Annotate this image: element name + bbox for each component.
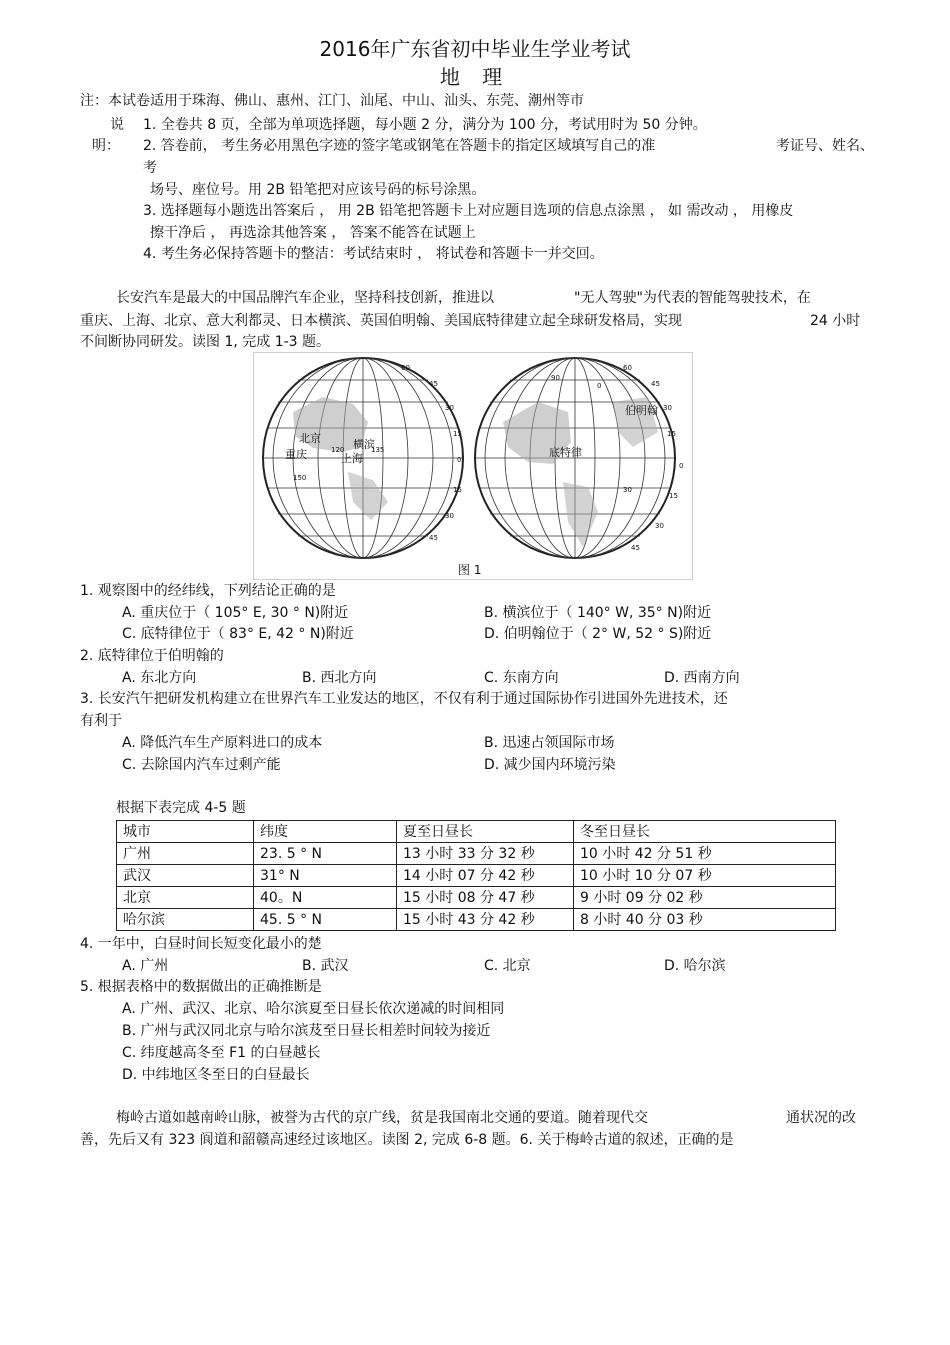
notes-item-1: 1. 全卷共 8 页，全部为单项选择题，每小题 2 分，满分为 100 分，考试用时为 50 分钟。 (143, 117, 707, 133)
q3-option-c: C. 去除国内汽车过剩产能 (122, 757, 281, 773)
left-globe (263, 358, 463, 558)
notes-item-4: 4. 考生务必保持答题卡的整洁：考试结束时 ， 将试卷和答题卡一并交回。 (143, 246, 604, 262)
table-cell: 15 小时 43 分 42 秒 (397, 909, 574, 931)
table-cell: 北京 (117, 887, 254, 909)
passage1-line1a: 长安汽车是最大的中国品牌汽车企业，坚持科技创新，推进以 (116, 290, 494, 306)
lat-label: 45 (631, 544, 640, 552)
q4-option-d: D. 哈尔滨 (664, 958, 726, 974)
lat-label: 15 (453, 486, 462, 494)
q2-option-d: D. 西南方向 (664, 670, 740, 686)
q4-stem: 4. 一年中，白昼时间长短变化最小的楚 (80, 936, 322, 952)
city-label: 上海 (341, 452, 363, 465)
table-header-cell: 冬至日昼长 (574, 821, 836, 843)
city-label: 横滨 (353, 438, 375, 451)
q3-option-d: D. 减少国内环境污染 (484, 757, 616, 773)
notes-item-2d: 场号、座位号。用 2B 铅笔把对应该号码的标号涂黑。 (150, 182, 486, 198)
table-header-row (117, 821, 836, 843)
table-cell: 哈尔滨 (117, 909, 254, 931)
q4-option-c: C. 北京 (484, 958, 531, 974)
q2-option-c: C. 东南方向 (484, 670, 559, 686)
table-cell: 40。N (254, 887, 397, 909)
lat-label: 30 (655, 522, 664, 530)
table-cell: 13 小时 33 分 32 秒 (397, 843, 574, 865)
notes-item-3b: 擦干净后 ， 再选涂其他答案 ， 答案不能答在试题上 (150, 225, 476, 241)
notes-item-2b: 考证号、姓名、 (776, 138, 874, 154)
q3-option-a: A. 降低汽车生产原料进口的成本 (122, 735, 323, 751)
table-cell: 10 小时 10 分 07 秒 (574, 865, 836, 887)
lat-label: 60 (401, 364, 410, 372)
lat-label: 15 (669, 492, 678, 500)
city-label: 北京 (299, 432, 321, 445)
notes-scope: 注：本试卷适用于珠海、佛山、惠州、江门、汕尾、中山、汕头、东莞、潮州等市 (80, 93, 584, 109)
lat-label: 45 (429, 534, 438, 542)
passage2-line1b: 通状况的改 (786, 1110, 856, 1126)
table-cell: 14 小时 07 分 42 秒 (397, 865, 574, 887)
table-cell: 15 小时 08 分 47 秒 (397, 887, 574, 909)
q1-option-d: D. 伯明翰位于（ 2° W, 52 ° S)附近 (484, 626, 712, 642)
notes-item-3a: 3. 选择题每小题选出答案后 ， 用 2B 铅笔把答题卡上对应题目选项的信息点涂黑 ， 如 需改动 ， 用橡皮 (143, 203, 794, 219)
table-header-cell: 夏至日昼长 (397, 821, 574, 843)
lat-label: 0 (457, 456, 462, 464)
notes-label-1: 说 (110, 117, 124, 133)
table-header-cell: 纬度 (254, 821, 397, 843)
table-cell: 23. 5 ° N (254, 843, 397, 865)
notes-label-2: 明： (92, 138, 120, 154)
passage1-line3: 不间断协同研发。读图 1, 完成 1-3 题。 (80, 334, 331, 350)
q1-stem: 1. 观察图中的经纬线，下列结论正确的是 (80, 583, 336, 599)
q1-option-b: B. 横滨位于（ 140° W, 35° N)附近 (484, 605, 712, 621)
lon-label: 30 (623, 486, 632, 494)
lat-label: 30 (445, 512, 454, 520)
notes-item-2c: 考 (143, 160, 157, 176)
lon-label: 135 (371, 446, 385, 454)
table-cell: 8 小时 40 分 03 秒 (574, 909, 836, 931)
table-row (117, 843, 836, 865)
q4-option-b: B. 武汉 (302, 958, 349, 974)
q2-stem: 2. 底特律位于伯明翰的 (80, 648, 224, 664)
city-label: 伯明翰 (625, 404, 658, 417)
q5-option-d: D. 中纬地区冬至日的白昼最长 (122, 1067, 310, 1083)
lat-label: 30 (663, 404, 672, 412)
table-cell: 9 小时 09 分 02 秒 (574, 887, 836, 909)
q2-option-a: A. 东北方向 (122, 670, 197, 686)
figure-caption: 图 1 (458, 563, 482, 577)
table-header-cell: 城市 (117, 821, 254, 843)
lon-label: 120 (331, 446, 345, 454)
notes-item-2a: 2. 答卷前， 考生务必用黑色字迹的签字笔或钢笔在答题卡的指定区域填写自己的准 (143, 138, 656, 154)
city-label: 重庆 (285, 448, 307, 461)
q5-option-c: C. 纬度越高冬至 F1 的白昼越长 (122, 1045, 321, 1061)
q2-option-b: B. 西北方向 (302, 670, 377, 686)
daylength-table (116, 820, 836, 931)
lon-label: 150 (293, 474, 307, 482)
table-cell: 武汉 (117, 865, 254, 887)
lat-label: 15 (453, 430, 462, 438)
lon-label: 0 (597, 382, 602, 390)
q1-option-a: A. 重庆位于（ 105° E, 30 ° N)附近 (122, 605, 349, 621)
passage2-line1a: 梅岭古道如越南岭山脉，被誉为古代的京广线，贫是我国南北交通的要道。随着现代交 (116, 1110, 648, 1126)
exam-title: 2016年广东省初中毕业生学业考试 (319, 37, 631, 61)
q5-option-b: B. 广州与武汉同北京与哈尔滨芨至日昼长相差时间较为接近 (122, 1023, 491, 1039)
q3-option-b: B. 迅速占领国际市场 (484, 735, 615, 751)
table-row (117, 909, 836, 931)
table-cell: 45. 5 ° N (254, 909, 397, 931)
lat-label: 45 (651, 380, 660, 388)
table-cell: 31° N (254, 865, 397, 887)
figure-1-globes (253, 352, 693, 580)
city-label: 底特律 (549, 446, 582, 459)
passage1-line1b: "无人驾驶"为代表的智能驾驶技术，在 (574, 290, 811, 306)
q1-option-c: C. 底特律位于（ 83° E, 42 ° N)附近 (122, 626, 354, 642)
table-row (117, 887, 836, 909)
exam-subject: 地 理 (439, 65, 511, 89)
lat-label: 15 (667, 430, 676, 438)
lat-label: 45 (429, 380, 438, 388)
lat-label: 60 (623, 364, 632, 372)
table-cell: 10 小时 42 分 51 秒 (574, 843, 836, 865)
lat-label: 0 (679, 462, 684, 470)
table-intro: 根据下表完成 4-5 题 (116, 800, 246, 816)
lon-label: 90 (551, 374, 560, 382)
passage1-line2a: 重庆、上海、北京、意大利都灵、日本横滨、英国伯明翰、美国底特律建立起全球研发格局，实现 (80, 313, 682, 329)
q5-stem: 5. 根据表格中的数据做出的正确推断是 (80, 979, 322, 995)
passage1-line2b: 24 小时 (810, 313, 861, 329)
passage2-line2: 善，先后又有 323 阆道和韶赣高速经过该地区。读图 2, 完成 6-8 题。6. 关于梅岭古道的叙述，正确的是 (80, 1132, 734, 1148)
right-globe (475, 358, 683, 558)
q3-stem-a: 3. 长安汽午把研发机构建立在世界汽车工业发达的地区，不仅有利于通过国际协作引进国外先进技术，还 (80, 691, 728, 707)
q5-option-a: A. 广州、武汉、北京、哈尔滨夏至日昼长依次递减的时间相同 (122, 1001, 505, 1017)
q4-option-a: A. 广州 (122, 958, 169, 974)
table-row (117, 865, 836, 887)
lat-label: 30 (445, 404, 454, 412)
q3-stem-b: 有利于 (80, 713, 122, 729)
table-cell: 广州 (117, 843, 254, 865)
